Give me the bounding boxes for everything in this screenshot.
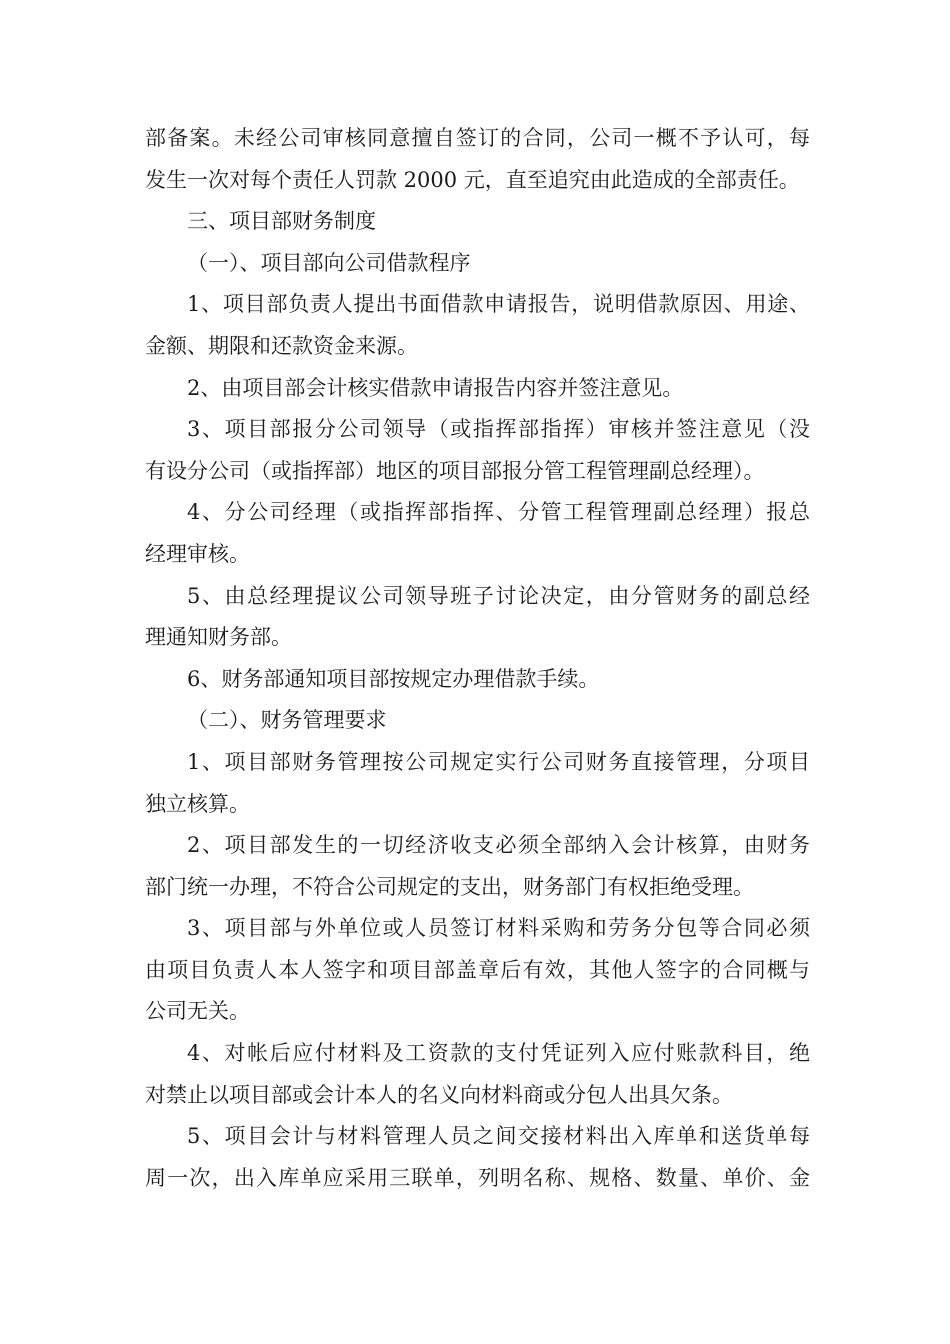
paragraph-line: 部备案。未经公司审核同意擅自签订的合同，公司一概不予认可，每: [145, 126, 810, 150]
paragraph-line: 3、项目部报分公司领导（或指挥部指挥）审核并签注意见（没: [187, 417, 810, 442]
paragraph-line: 4、对帐后应付材料及工资款的支付凭证列入应付账款科目，绝: [187, 1041, 810, 1066]
paragraph-line: 发生一次对每个责任人罚款 2000 元，直至追究由此造成的全部责任。: [145, 167, 800, 192]
paragraph-line: 1、项目部财务管理按公司规定实行公司财务直接管理，分项目: [187, 749, 810, 774]
paragraph-line: 周一次，出入库单应采用三联单，列明名称、规格、数量、单价、金: [145, 1165, 810, 1190]
paragraph-line: 理通知财务部。: [145, 625, 292, 650]
paragraph-line: 3、项目部与外单位或人员签订材料采购和劳务分包等合同必须: [187, 916, 810, 941]
paragraph-line: 4、分公司经理（或指挥部指挥、分管工程管理副总经理）报总: [187, 500, 810, 525]
section-heading: 三、项目部财务制度: [187, 209, 376, 234]
paragraph-line: 金额、期限和还款资金来源。: [145, 333, 418, 358]
paragraph-line: 2、由项目部会计核实借款申请报告内容并签注意见。: [187, 375, 684, 400]
paragraph-line: 5、由总经理提议公司领导班子讨论决定，由分管财务的副总经: [187, 583, 810, 608]
paragraph-line: 2、项目部发生的一切经济收支必须全部纳入会计核算，由财务: [187, 833, 810, 858]
paragraph-line: 对禁止以项目部或会计本人的名义向材料商或分包人出具欠条。: [145, 1082, 733, 1107]
document-body: [145, 118, 810, 1199]
paragraph-line: 经理审核。: [145, 541, 250, 566]
subsection-heading: （二）、财务管理要求: [187, 708, 387, 733]
paragraph-line: 部门统一办理，不符合公司规定的支出，财务部门有权拒绝受理。: [145, 874, 754, 899]
subsection-heading: （一）、项目部向公司借款程序: [187, 250, 471, 275]
paragraph-line: 独立核算。: [145, 791, 250, 816]
paragraph-line: 1、项目部负责人提出书面借款申请报告，说明借款原因、用途、: [187, 292, 810, 317]
paragraph-line: 由项目负责人本人签字和项目部盖章后有效，其他人签字的合同概与: [145, 957, 810, 982]
paragraph-line: 6、财务部通知项目部按规定办理借款手续。: [187, 666, 600, 691]
paragraph-line: 公司无关。: [145, 999, 250, 1024]
paragraph-line: 5、项目会计与材料管理人员之间交接材料出入库单和送货单每: [187, 1124, 810, 1149]
paragraph-line: 有设分公司（或指挥部）地区的项目部报分管工程管理副总经理）。: [145, 458, 765, 483]
